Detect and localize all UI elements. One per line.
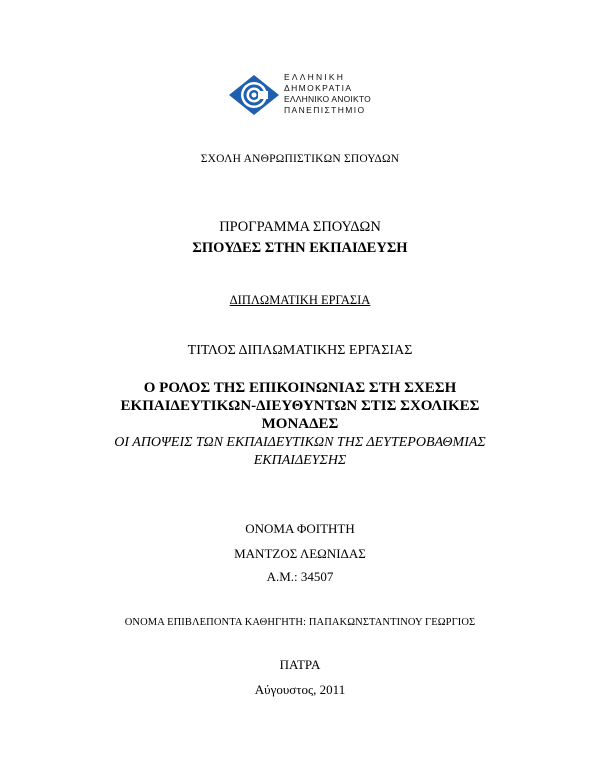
student-label: ΟΝΟΜΑ ΦΟΙΤΗΤΗ [245,521,355,536]
thesis-subtitle-line: ΟΙ ΑΠΟΨΕΙΣ ΤΩΝ ΕΚΠΑΙΔΕΥΤΙΚΩΝ ΤΗΣ ΔΕΥΤΕΡΟΒΑΘΜΙΑΣ [114,435,486,450]
title-label: ΤΙΤΛΟΣ ΔΙΠΛΩΜΑΤΙΚΗΣ ΕΡΓΑΣΙΑΣ [187,343,413,358]
logo-line-3: ΕΛΛΗΝΙΚΟ ΑΝΟΙΚΤΟ [284,94,371,104]
student-name: ΜΑΝΤΖΟΣ ΛΕΩΝΙΔΑΣ [234,546,366,561]
logo-line-2: ΔΗΜΟΚΡΑΤΙΑ [284,83,353,93]
thesis-title-line: Ο ΡΟΛΟΣ ΤΗΣ ΕΠΙΚΟΙΝΩΝΙΑΣ ΣΤΗ ΣΧΕΣΗ [143,380,457,396]
thesis-title [0,379,600,433]
thesis-subtitle-line: ΕΚΠΑΙΔΕΥΣΗΣ [253,453,347,468]
hou-emblem-icon [228,74,280,116]
supervisor: ΟΝΟΜΑ ΕΠΙΒΛΕΠΟΝΤΑ ΚΑΘΗΓΗΤΗ: ΠΑΠΑΚΩΝΣΤΑΝΤΙΝΟΥ ΓΕΩΡΓΙΟΣ [124,617,476,628]
thesis-title-line: ΕΚΠΑΙΔΕΥΤΙΚΩΝ-ΔΙΕΥΘΥΝΤΩΝ ΣΤΙΣ ΣΧΟΛΙΚΕΣ [120,398,480,414]
thesis-title-line: ΜΟΝΑΔΕΣ [261,416,339,432]
logo-line-4: ΠΑΝΕΠΙΣΤΗΜΙΟ [284,105,366,115]
program-label: ΠΡΟΓΡΑΜΜΑ ΣΠΟΥΔΩΝ [219,219,381,235]
school-name: ΣΧΟΛΗ ΑΝΘΡΩΠΙΣΤΙΚΩΝ ΣΠΟΥΔΩΝ [200,153,400,165]
thesis-subtitle [0,434,600,470]
university-logo [228,72,378,122]
thesis-type: ΔΙΠΛΩΜΑΤΙΚΗ ΕΡΓΑΣΙΑ [229,293,371,307]
program-name: ΣΠΟΥΔΕΣ ΣΤΗΝ ΕΚΠΑΙΔΕΥΣΗ [192,240,408,256]
logo-line-1: ΕΛΛΗΝΙΚΗ [284,72,346,82]
city: ΠΑΤΡΑ [279,657,321,672]
logo-wordmark [284,72,371,116]
student-id: Α.Μ.: 34507 [266,569,334,584]
date: Αύγουστος, 2011 [254,682,346,697]
